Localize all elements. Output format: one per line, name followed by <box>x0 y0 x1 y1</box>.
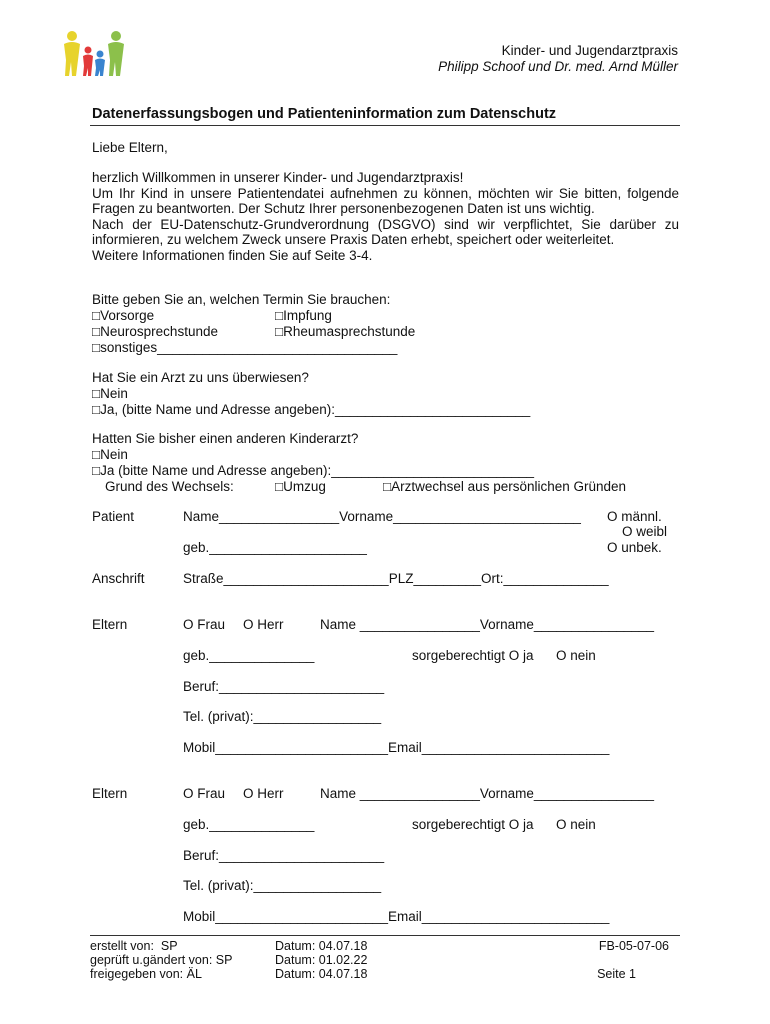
checkbox-referral-ja[interactable]: □Ja, (bitte Name und Adresse angeben):__________________________ <box>92 402 531 417</box>
checkbox-previous-nein[interactable]: □Nein <box>92 447 128 462</box>
parent-phone-field[interactable]: Tel. (privat):_________________ <box>183 878 382 893</box>
referral-question: Hat Sie ein Arzt zu uns überwiesen? <box>92 370 309 385</box>
title-divider <box>90 125 680 126</box>
checkbox-neurosprechstunde[interactable]: □Neurosprechstunde <box>92 324 218 339</box>
parent-phone-field[interactable]: Tel. (privat):_________________ <box>183 709 382 724</box>
document-title: Datenerfassungsbogen und Patienteninformation zum Datenschutz <box>92 106 557 122</box>
parent-herr-option[interactable]: O Herr <box>243 786 284 801</box>
intro-text <box>92 170 679 264</box>
previous-doctor-question: Hatten Sie bisher einen anderen Kinderarzt? <box>92 431 359 446</box>
patient-label: Patient <box>92 509 135 524</box>
address-label: Anschrift <box>92 571 145 586</box>
parent-mobile-email-field[interactable]: Mobil_______________________Email_________________________ <box>183 740 610 755</box>
footer-date-approved: Datum: 04.07.18 <box>275 967 368 981</box>
footer-created-by: erstellt von: SP <box>90 939 178 953</box>
checkbox-arztwechsel[interactable]: □Arztwechsel aus persönlichen Gründen <box>383 479 627 494</box>
footer-dates <box>275 939 367 981</box>
footer-approved-by: freigegeben von: ÄL <box>90 967 202 981</box>
footer-date-checked: Datum: 01.02.22 <box>275 953 368 967</box>
parent-name-field[interactable]: Name ________________Vorname________________ <box>320 617 655 632</box>
appointment-question: Bitte geben Sie an, welchen Termin Sie brauchen: <box>92 292 391 307</box>
address-field[interactable]: Straße______________________PLZ_________Ort:______________ <box>183 571 609 586</box>
change-reason-label: Grund des Wechsels: <box>105 479 234 494</box>
footer-page-number: Seite 1 <box>597 967 636 981</box>
checkbox-previous-ja[interactable]: □Ja (bitte Name und Adresse angeben):___________________________ <box>92 463 535 478</box>
footer-divider <box>90 935 680 936</box>
family-figures-logo <box>58 30 138 78</box>
greeting: Liebe Eltern, <box>92 140 168 155</box>
intro-paragraph-3: Weitere Informationen finden Sie auf Seite 3-4. <box>92 247 373 263</box>
intro-paragraph-1: Um Ihr Kind in unsere Patientendatei aufnehmen zu können, möchten wir Sie bitten, folgende Fragen zu beantworten. Der Schutz Ihrer personenbezogenen Daten ist uns wichtig. <box>92 185 679 217</box>
custody-yes-option[interactable]: sorgeberechtigt O ja <box>412 648 534 663</box>
gender-unknown-option[interactable]: O unbek. <box>607 540 662 555</box>
footer-form-code: FB-05-07-06 <box>598 939 669 953</box>
custody-yes-option[interactable]: sorgeberechtigt O ja <box>412 817 534 832</box>
checkbox-umzug[interactable]: □Umzug <box>275 479 326 494</box>
parent-occupation-field[interactable]: Beruf:______________________ <box>183 679 385 694</box>
checkbox-sonstiges[interactable]: □sonstiges________________________________ <box>92 340 398 355</box>
practice-doctors: Philipp Schoof und Dr. med. Arnd Müller <box>438 59 678 74</box>
checkbox-referral-nein[interactable]: □Nein <box>92 386 128 401</box>
parent-occupation-field[interactable]: Beruf:______________________ <box>183 848 385 863</box>
parent-herr-option[interactable]: O Herr <box>243 617 284 632</box>
parent-label: Eltern <box>92 786 128 801</box>
custody-no-option[interactable]: O nein <box>556 817 596 832</box>
welcome-line: herzlich Willkommen in unserer Kinder- und Jugendarztpraxis! <box>92 170 464 185</box>
parent-birthdate-field[interactable]: geb.______________ <box>183 648 315 663</box>
patient-birthdate-field[interactable]: geb._____________________ <box>183 540 367 555</box>
parent-frau-option[interactable]: O Frau <box>183 786 226 801</box>
parent-label: Eltern <box>92 617 128 632</box>
checkbox-vorsorge[interactable]: □Vorsorge <box>92 308 155 323</box>
parent-name-field[interactable]: Name ________________Vorname________________ <box>320 786 655 801</box>
gender-female-option[interactable]: O weibl <box>622 524 668 539</box>
patient-name-field[interactable]: Name________________Vorname_________________________ <box>183 509 581 524</box>
custody-no-option[interactable]: O nein <box>556 648 596 663</box>
footer-authors <box>90 939 232 981</box>
checkbox-impfung[interactable]: □Impfung <box>275 308 332 323</box>
practice-header <box>438 43 678 75</box>
intro-paragraph-2: Nach der EU-Datenschutz-Grundverordnung (DSGVO) sind wir verpflichtet, Sie darüber zu informieren, zu welchem Zweck unsere Praxis Daten erhebt, speichert oder weiterleitet. <box>92 216 679 248</box>
practice-name: Kinder- und Jugendarztpraxis <box>501 43 678 58</box>
footer-checked-by: geprüft u.gändert von: SP <box>90 953 233 967</box>
parent-birthdate-field[interactable]: geb.______________ <box>183 817 315 832</box>
parent-mobile-email-field[interactable]: Mobil_______________________Email_________________________ <box>183 909 610 924</box>
footer-date-created: Datum: 04.07.18 <box>275 939 368 953</box>
gender-male-option[interactable]: O männl. <box>607 509 662 524</box>
parent-frau-option[interactable]: O Frau <box>183 617 226 632</box>
checkbox-rheumasprechstunde[interactable]: □Rheumasprechstunde <box>275 324 416 339</box>
